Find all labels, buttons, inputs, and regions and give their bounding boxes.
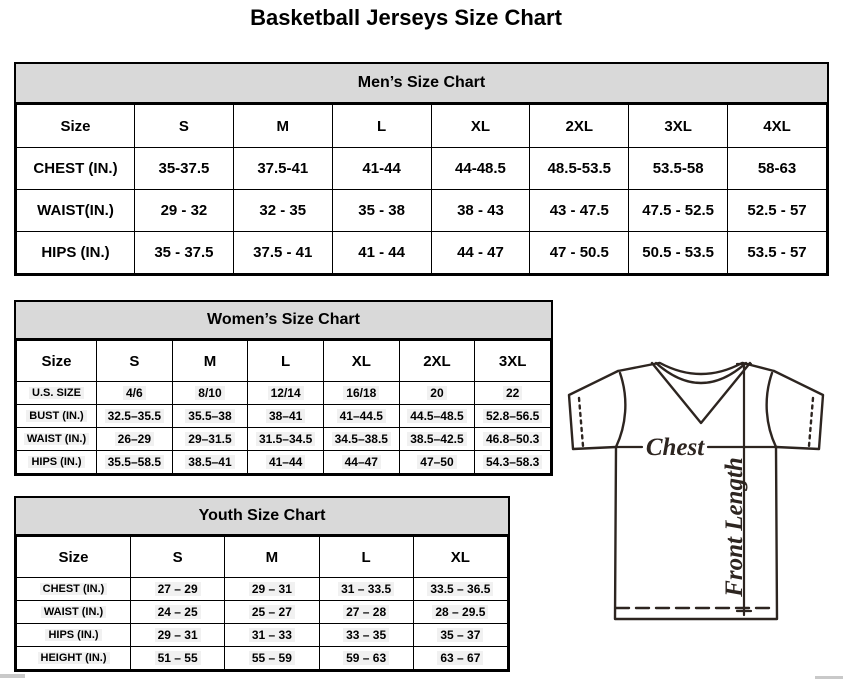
chest-label: Chest bbox=[645, 434, 705, 461]
size-value-cell: 29 - 32 bbox=[135, 190, 234, 232]
size-value-cell: 31.5–34.5 bbox=[248, 428, 324, 451]
size-value-cell: 58-63 bbox=[728, 148, 827, 190]
size-value-cell: 43 - 47.5 bbox=[530, 190, 629, 232]
size-value-cell: 35.5–58.5 bbox=[97, 451, 173, 474]
size-value-cell: 38.5–41 bbox=[172, 451, 248, 474]
size-value-cell: 44 - 47 bbox=[431, 232, 530, 274]
table-title: Women’s Size Chart bbox=[16, 302, 551, 340]
column-header: 3XL bbox=[475, 341, 551, 382]
column-header: Size bbox=[17, 537, 131, 578]
size-value-cell: 47–50 bbox=[399, 451, 475, 474]
size-value-cell: 41-44 bbox=[332, 148, 431, 190]
table-row bbox=[17, 232, 827, 274]
row-label: WAIST (IN.) bbox=[17, 428, 97, 451]
size-value-cell: 29 – 31 bbox=[131, 624, 225, 647]
size-value-cell: 31 – 33.5 bbox=[319, 578, 413, 601]
column-header: L bbox=[248, 341, 324, 382]
table-row bbox=[17, 190, 827, 232]
youth-size-table bbox=[14, 496, 510, 672]
size-value-cell: 37.5 - 41 bbox=[233, 232, 332, 274]
row-label: WAIST(IN.) bbox=[17, 190, 135, 232]
column-header: 3XL bbox=[629, 105, 728, 148]
page-title: Basketball Jerseys Size Chart bbox=[250, 5, 562, 30]
row-label: HIPS (IN.) bbox=[17, 232, 135, 274]
size-value-cell: 25 – 27 bbox=[225, 601, 319, 624]
column-header: 2XL bbox=[399, 341, 475, 382]
column-header: 4XL bbox=[728, 105, 827, 148]
size-value-cell: 44.5–48.5 bbox=[399, 405, 475, 428]
size-value-cell: 38–41 bbox=[248, 405, 324, 428]
size-value-cell: 29 – 31 bbox=[225, 578, 319, 601]
table-title: Youth Size Chart bbox=[16, 498, 508, 536]
size-value-cell: 16/18 bbox=[323, 382, 399, 405]
size-value-cell: 27 – 29 bbox=[131, 578, 225, 601]
column-header: XL bbox=[323, 341, 399, 382]
jersey-left-seam bbox=[616, 373, 625, 447]
size-value-cell: 59 – 63 bbox=[319, 647, 413, 670]
table-row bbox=[17, 382, 551, 405]
size-value-cell: 53.5-58 bbox=[629, 148, 728, 190]
row-label: HIPS (IN.) bbox=[17, 624, 131, 647]
size-value-cell: 35 - 37.5 bbox=[135, 232, 234, 274]
size-value-cell: 44–47 bbox=[323, 451, 399, 474]
jersey-left-cuff-stitch bbox=[579, 398, 583, 446]
size-value-cell: 35 - 38 bbox=[332, 190, 431, 232]
size-value-cell: 31 – 33 bbox=[225, 624, 319, 647]
column-header: M bbox=[233, 105, 332, 148]
size-value-cell: 52.5 - 57 bbox=[728, 190, 827, 232]
horizontal-scrollbar-left-fragment[interactable] bbox=[0, 674, 25, 678]
jersey-left-sleeve bbox=[569, 371, 618, 449]
size-value-cell: 50.5 - 53.5 bbox=[629, 232, 728, 274]
row-label: U.S. SIZE bbox=[17, 382, 97, 405]
jersey-right-seam bbox=[767, 373, 776, 447]
size-value-cell: 55 – 59 bbox=[225, 647, 319, 670]
size-value-cell: 27 – 28 bbox=[319, 601, 413, 624]
size-value-cell: 29–31.5 bbox=[172, 428, 248, 451]
jersey-right-sleeve bbox=[774, 371, 823, 449]
column-header: M bbox=[172, 341, 248, 382]
size-value-cell: 35-37.5 bbox=[135, 148, 234, 190]
size-value-cell: 51 – 55 bbox=[131, 647, 225, 670]
column-header: L bbox=[332, 105, 431, 148]
table-row bbox=[17, 601, 508, 624]
table-row bbox=[17, 148, 827, 190]
table-row bbox=[17, 578, 508, 601]
table-row bbox=[17, 451, 551, 474]
size-value-cell: 32.5–35.5 bbox=[97, 405, 173, 428]
womens-size-table bbox=[14, 300, 553, 476]
column-header-row bbox=[17, 105, 827, 148]
size-value-cell: 47.5 - 52.5 bbox=[629, 190, 728, 232]
size-value-cell: 33 – 35 bbox=[319, 624, 413, 647]
column-header-row bbox=[17, 537, 508, 578]
size-value-cell: 44-48.5 bbox=[431, 148, 530, 190]
size-value-cell: 35 – 37 bbox=[413, 624, 507, 647]
mens-size-table bbox=[14, 62, 829, 276]
size-value-cell: 63 – 67 bbox=[413, 647, 507, 670]
table-row bbox=[17, 647, 508, 670]
size-value-cell: 48.5-53.5 bbox=[530, 148, 629, 190]
size-value-cell: 41–44.5 bbox=[323, 405, 399, 428]
size-value-cell: 33.5 – 36.5 bbox=[413, 578, 507, 601]
table-title: Men’s Size Chart bbox=[16, 64, 827, 104]
jersey-measurement-diagram bbox=[556, 354, 843, 630]
size-value-cell: 37.5-41 bbox=[233, 148, 332, 190]
column-header: Size bbox=[17, 105, 135, 148]
column-header: XL bbox=[413, 537, 507, 578]
size-value-cell: 4/6 bbox=[97, 382, 173, 405]
size-value-cell: 34.5–38.5 bbox=[323, 428, 399, 451]
column-header: Size bbox=[17, 341, 97, 382]
size-value-cell: 24 – 25 bbox=[131, 601, 225, 624]
column-header-row bbox=[17, 341, 551, 382]
size-value-cell: 20 bbox=[399, 382, 475, 405]
table-row bbox=[17, 428, 551, 451]
row-label: HEIGHT (IN.) bbox=[17, 647, 131, 670]
jersey-illustration bbox=[556, 354, 843, 630]
front-length-label: Front Length bbox=[721, 457, 748, 597]
youth-table-grid bbox=[16, 536, 508, 670]
row-label: HIPS (IN.) bbox=[17, 451, 97, 474]
size-value-cell: 46.8–50.3 bbox=[475, 428, 551, 451]
column-header: S bbox=[131, 537, 225, 578]
row-label: CHEST (IN.) bbox=[17, 148, 135, 190]
row-label: BUST (IN.) bbox=[17, 405, 97, 428]
jersey-collar-back bbox=[660, 363, 742, 374]
column-header: S bbox=[135, 105, 234, 148]
size-value-cell: 53.5 - 57 bbox=[728, 232, 827, 274]
table-row bbox=[17, 624, 508, 647]
size-value-cell: 35.5–38 bbox=[172, 405, 248, 428]
size-value-cell: 47 - 50.5 bbox=[530, 232, 629, 274]
size-value-cell: 38.5–42.5 bbox=[399, 428, 475, 451]
mens-table-grid bbox=[16, 104, 827, 274]
size-value-cell: 12/14 bbox=[248, 382, 324, 405]
jersey-right-cuff-stitch bbox=[809, 398, 813, 446]
jersey-torso bbox=[615, 447, 777, 619]
row-label: CHEST (IN.) bbox=[17, 578, 131, 601]
size-value-cell: 32 - 35 bbox=[233, 190, 332, 232]
size-value-cell: 8/10 bbox=[172, 382, 248, 405]
row-label: WAIST (IN.) bbox=[17, 601, 131, 624]
column-header: XL bbox=[431, 105, 530, 148]
womens-table-grid bbox=[16, 340, 551, 474]
table-row bbox=[17, 405, 551, 428]
size-value-cell: 41–44 bbox=[248, 451, 324, 474]
column-header: M bbox=[225, 537, 319, 578]
column-header: 2XL bbox=[530, 105, 629, 148]
column-header: S bbox=[97, 341, 173, 382]
size-value-cell: 26–29 bbox=[97, 428, 173, 451]
size-value-cell: 54.3–58.3 bbox=[475, 451, 551, 474]
column-header: L bbox=[319, 537, 413, 578]
size-value-cell: 22 bbox=[475, 382, 551, 405]
size-value-cell: 52.8–56.5 bbox=[475, 405, 551, 428]
size-value-cell: 28 – 29.5 bbox=[413, 601, 507, 624]
size-value-cell: 41 - 44 bbox=[332, 232, 431, 274]
size-value-cell: 38 - 43 bbox=[431, 190, 530, 232]
